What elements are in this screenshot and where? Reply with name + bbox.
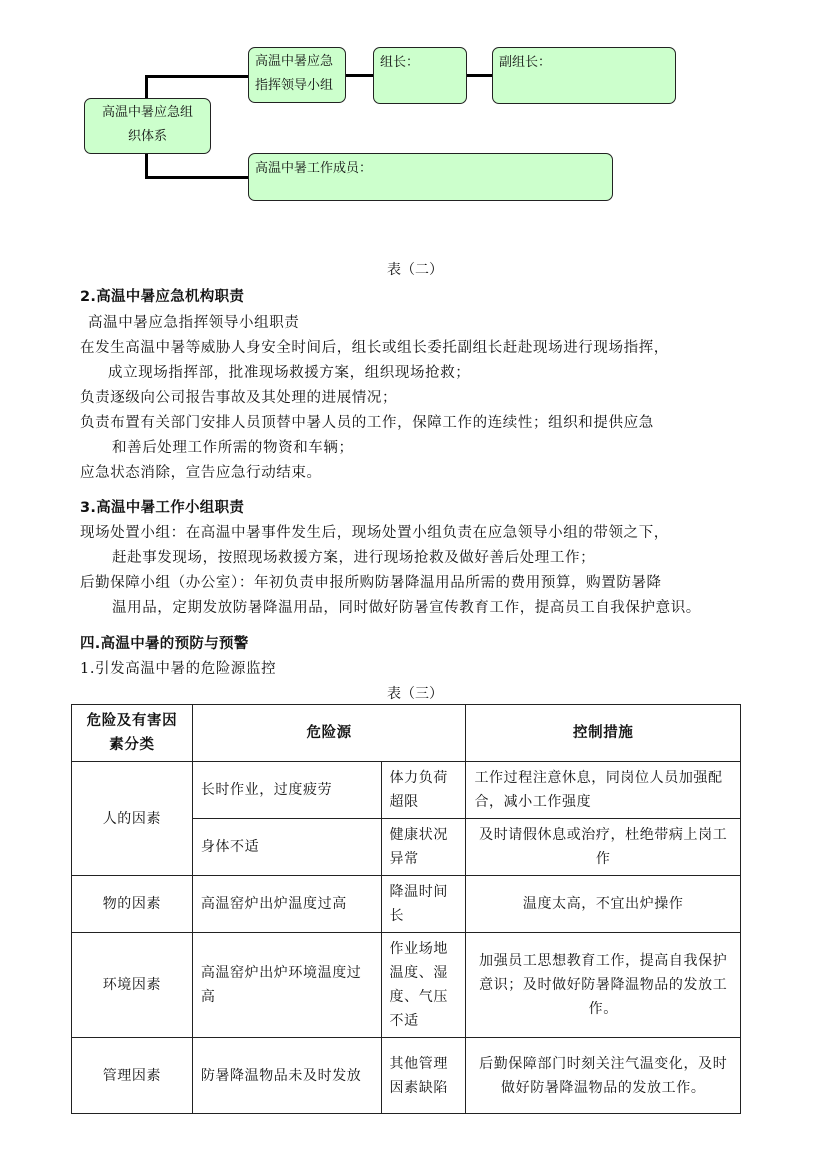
org-leader-label: 组长： (380, 55, 420, 70)
measure-cell: 工作过程注意休息，同岗位人员加强配合，减小工作强度 (466, 762, 741, 819)
category-cell: 环境因素 (72, 933, 193, 1038)
source-cell: 身体不适 (192, 819, 381, 876)
source-cell: 高温窑炉出炉温度过高 (192, 876, 381, 933)
category-cell: 物的因素 (72, 876, 193, 933)
section2-line: 应急状态消除，宣告应急行动结束。 (80, 465, 322, 481)
table-row (72, 1038, 741, 1114)
header-category: 危险及有害因素分类 (72, 705, 193, 762)
section2-line: 在发生高温中暑等威胁人身安全时间后，组长或组长委托副组长赶赴现场进行现场指挥， (80, 340, 669, 356)
connector-deputy (466, 74, 493, 77)
org-command-group-label: 高温中暑应急指挥领导小组 (255, 54, 334, 93)
header-source: 危险源 (192, 705, 466, 762)
section2-heading: 2.高温中暑应急机构职责 (80, 289, 245, 305)
section3-line: 现场处置小组：在高温中暑事件发生后，现场处置小组负责在应急领导小组的带领之下， (80, 525, 669, 541)
table-row (72, 876, 741, 933)
section3-line: 赶赴事发现场，按照现场救援方案，进行现场抢救及做好善后处理工作； (112, 550, 596, 566)
type-cell: 作业场地温度、湿度、气压不适 (381, 933, 466, 1038)
section3-line: 温用品，定期发放防暑降温用品，同时做好防暑宣传教育工作，提高员工自我保护意识。 (112, 600, 701, 616)
org-deputy-box (492, 47, 676, 104)
measure-cell: 及时请假休息或治疗，杜绝带病上岗工作 (466, 819, 741, 876)
connector-leader (346, 74, 374, 77)
org-root-label: 高温中暑应急组织体系 (101, 105, 193, 144)
risk-table (71, 704, 741, 1114)
table-row (72, 762, 741, 819)
org-chart (0, 0, 830, 220)
table-header-row (72, 705, 741, 762)
section2-line: 和善后处理工作所需的物资和车辆； (112, 440, 354, 456)
section4-heading: 四.高温中暑的预防与预警 (80, 636, 249, 652)
section2-line: 负责布置有关部门安排人员顶替中暑人员的工作，保障工作的连续性；组织和提供应急 (80, 415, 654, 431)
org-members-box (248, 153, 613, 201)
measure-cell: 后勤保障部门时刻关注气温变化，及时做好防暑降温物品的发放工作。 (466, 1038, 741, 1114)
section2-subheading: 高温中暑应急指挥领导小组职责 (88, 315, 300, 331)
type-cell: 其他管理因素缺陷 (381, 1038, 466, 1114)
org-root-box (84, 98, 211, 154)
section2-line: 成立现场指挥部，批准现场救援方案，组织现场抢救； (108, 365, 471, 381)
type-cell: 降温时间长 (381, 876, 466, 933)
measure-cell: 加强员工思想教育工作，提高自我保护意识；及时做好防暑降温物品的发放工作。 (466, 933, 741, 1038)
type-cell: 体力负荷超限 (381, 762, 466, 819)
table-row (72, 933, 741, 1038)
table3-caption: 表（三） (387, 686, 443, 702)
section2-line: 负责逐级向公司报告事故及其处理的进展情况； (80, 390, 398, 406)
section3-line: 后勤保障小组（办公室）：年初负责申报所购防暑降温用品所需的费用预算，购置防暑降 (80, 575, 662, 591)
source-cell: 长时作业，过度疲劳 (192, 762, 381, 819)
category-cell: 人的因素 (72, 762, 193, 876)
section3-heading: 3.高温中暑工作小组职责 (80, 500, 245, 516)
org-deputy-label: 副组长： (499, 55, 552, 70)
type-cell: 健康状况异常 (381, 819, 466, 876)
category-cell: 管理因素 (72, 1038, 193, 1114)
source-cell: 高温窑炉出炉环境温度过高 (192, 933, 381, 1038)
source-cell: 防暑降温物品未及时发放 (192, 1038, 381, 1114)
org-leader-box (373, 47, 467, 104)
measure-cell: 温度太高，不宜出炉操作 (466, 876, 741, 933)
org-members-label: 高温中暑工作成员： (255, 161, 373, 176)
section4-subheading: 1.引发高温中暑的危险源监控 (80, 661, 277, 677)
header-measure: 控制措施 (466, 705, 741, 762)
connector-bottom (145, 176, 249, 179)
table2-caption: 表（二） (387, 262, 443, 278)
connector-top (145, 75, 249, 78)
org-command-group-box (248, 47, 346, 103)
